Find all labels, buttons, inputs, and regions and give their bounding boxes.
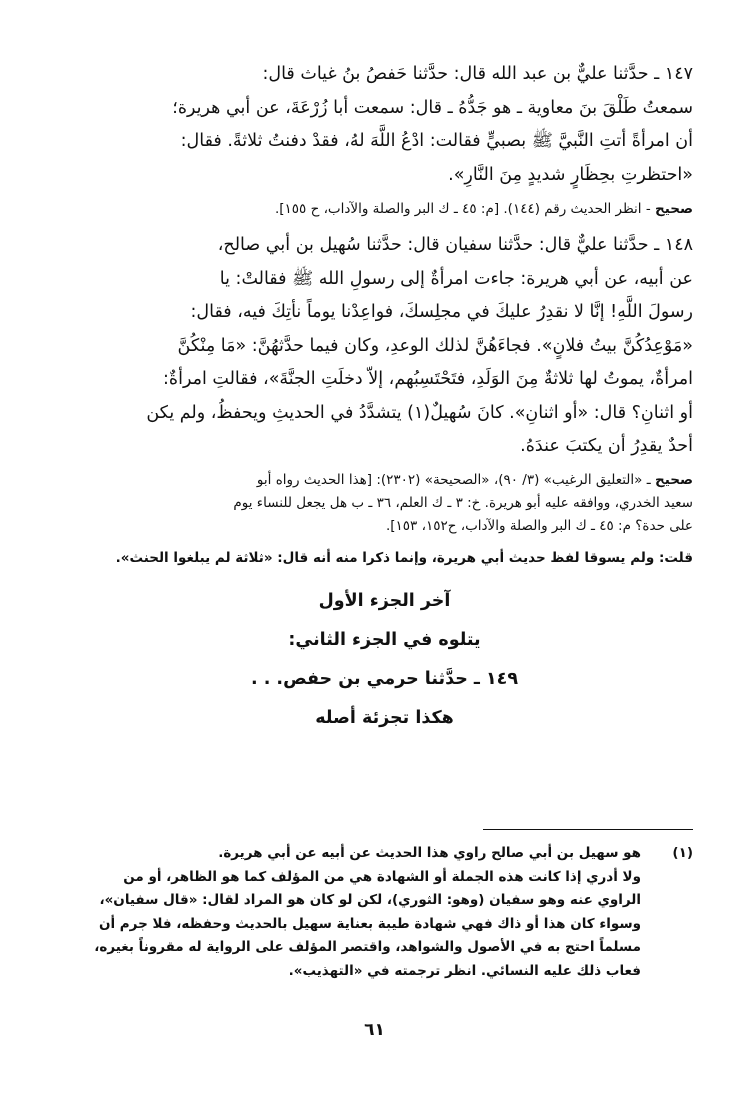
footnote-body xyxy=(80,842,641,983)
hadith-147 xyxy=(76,58,693,192)
hadith-148-line-7: أحدٌ يقدِرُ أن يكتبَ عندَهُ. xyxy=(520,436,693,456)
footnote-line-3: الراوي عنه وهو سفيان (وهو: الثوري)، لكن لو كان هو المراد لقال: «قال سفيان»، xyxy=(99,892,641,908)
grade-148 xyxy=(76,469,693,538)
closing-section xyxy=(76,582,693,738)
footnote-line-4: وسواء كان هذا أو ذاك فهي شهادة طيبة بعناية سهيل بالحديث وحفظه، فلا جرم أن xyxy=(98,915,641,932)
hadith-148-line-2: عن أبيه، عن أبي هريرة: جاءت امرأةٌ إلى رسولِ الله ﷺ فقالتْ: يا xyxy=(219,268,693,289)
footnote-divider xyxy=(483,829,693,830)
hadith-147-line-3: أن امرأةً أتتِ النَّبيَّ ﷺ بصبيٍّ فقالت: ادْعُ اللَّهَ لهُ، فقدْ دفنتُ ثلاثةً. فقال: xyxy=(180,131,693,151)
editor-note: قلت: ولم يسوقا لفظ حديث أبي هريرة، وإنما ذكرا منه أنه قال: «ثلاثة لم يبلغوا الحنث». xyxy=(115,549,693,566)
hadith-147-line-2: سمعتُ طَلْقَ بنَ معاوية ـ هو جَدُّهُ ـ قال: سمعت أبا زُرْعَةَ، عن أبي هريرة؛ xyxy=(172,97,693,118)
footnote-line-2: ولا أدري إذا كانت هذه الجملة أو الشهادة هي من المؤلف كما هو الظاهر، أو من xyxy=(123,868,641,885)
grade-147-label: صحيح xyxy=(654,201,693,217)
page-body xyxy=(76,58,693,738)
grade-148-line-2: سعيد الخدري، ووافقه عليه أبو هريرة. خ: ٣ ـ ك العلم، ٣٦ ـ ب هل يجعل للنساء يوم xyxy=(233,494,693,511)
grade-147 xyxy=(76,198,693,221)
hadith-148-line-1: ١٤٨ ـ حدَّثنا عليٌّ قال: حدَّثنا سفيان قال: حدَّثنا سُهيل بن أبي صالح، xyxy=(217,235,693,255)
closing-line-3: ١٤٩ ـ حدَّثنا حرمي بن حفص. . . xyxy=(250,668,519,689)
grade-148-label: صحيح xyxy=(654,471,693,488)
footnote-line-5: مسلماً احتج به في الأصول والشواهد، واقتصر المؤلف على الرواية له مقروناً بغيره، xyxy=(94,939,641,955)
hadith-148 xyxy=(76,229,693,464)
footnote xyxy=(80,842,693,983)
hadith-147-line-4: «احتظرتِ بحِظَارٍ شديدٍ مِنَ النَّارِ». xyxy=(448,164,693,185)
closing-line-4: هكذا تجزئة أصله xyxy=(315,707,454,728)
closing-line-1: آخر الجزء الأول xyxy=(318,590,451,611)
hadith-148-line-4: «مَوْعِدُكُنَّ بيتُ فلانٍ». فجاءَهُنَّ لذلك الوعدِ، وكان فيما حدَّثهُنَّ: «مَا مِنْكُنَّ xyxy=(177,335,693,356)
grade-148-line-3: على حدة؟ م: ٤٥ ـ ك البر والصلة والآداب، ح١٥٢، ١٥٣]. xyxy=(385,517,693,534)
hadith-148-line-3: رسولَ اللَّهِ! إنَّا لا نقدِرُ عليكَ في مجلِسكَ، فواعِدْنا يوماً نأتِكَ فيه، فقال: xyxy=(190,302,693,322)
grade-148-line-1: ـ «التعليق الرغيب» (٣/ ٩٠)، «الصحيحة» (٢٣٠٢): [هذا الحديث رواه أبو xyxy=(256,471,655,488)
footnote-line-6: فعاب ذلك عليه النسائي. انظر ترجمته في «التهذيب». xyxy=(288,962,641,979)
hadith-148-line-6: أو اثنانِ؟ قال: «أو اثنانِ». كانَ سُهيلٌ(١) يتشدَّدُ في الحديثِ ويحفظُ، ولم يكن xyxy=(146,402,693,423)
page-number: ٦١ xyxy=(364,1020,385,1040)
footnote-marker: (١) xyxy=(672,845,693,861)
footnote-line-1: هو سهيل بن أبي صالح راوي هذا الحديث عن أبيه عن أبي هريرة. xyxy=(218,845,641,861)
grade-147-text: - انظر الحديث رقم (١٤٤). [م: ٤٥ ـ ك البر والصلة والآداب، ح ١٥٥]. xyxy=(274,201,655,217)
closing-line-2: يتلوه في الجزء الثاني: xyxy=(288,629,481,650)
hadith-148-line-5: امرأةٌ، يموتُ لها ثلاثةٌ مِنَ الوَلَدِ، فتَحْتَسِبُهم، إلاّ دخلَتِ الجنَّةَ»، فقالتِ امرأةٌ: xyxy=(163,369,693,389)
hadith-147-line-1: ١٤٧ ـ حدَّثنا عليٌّ بن عبد الله قال: حدَّثنا حَفصُ بنُ غياث قال: xyxy=(262,64,693,84)
